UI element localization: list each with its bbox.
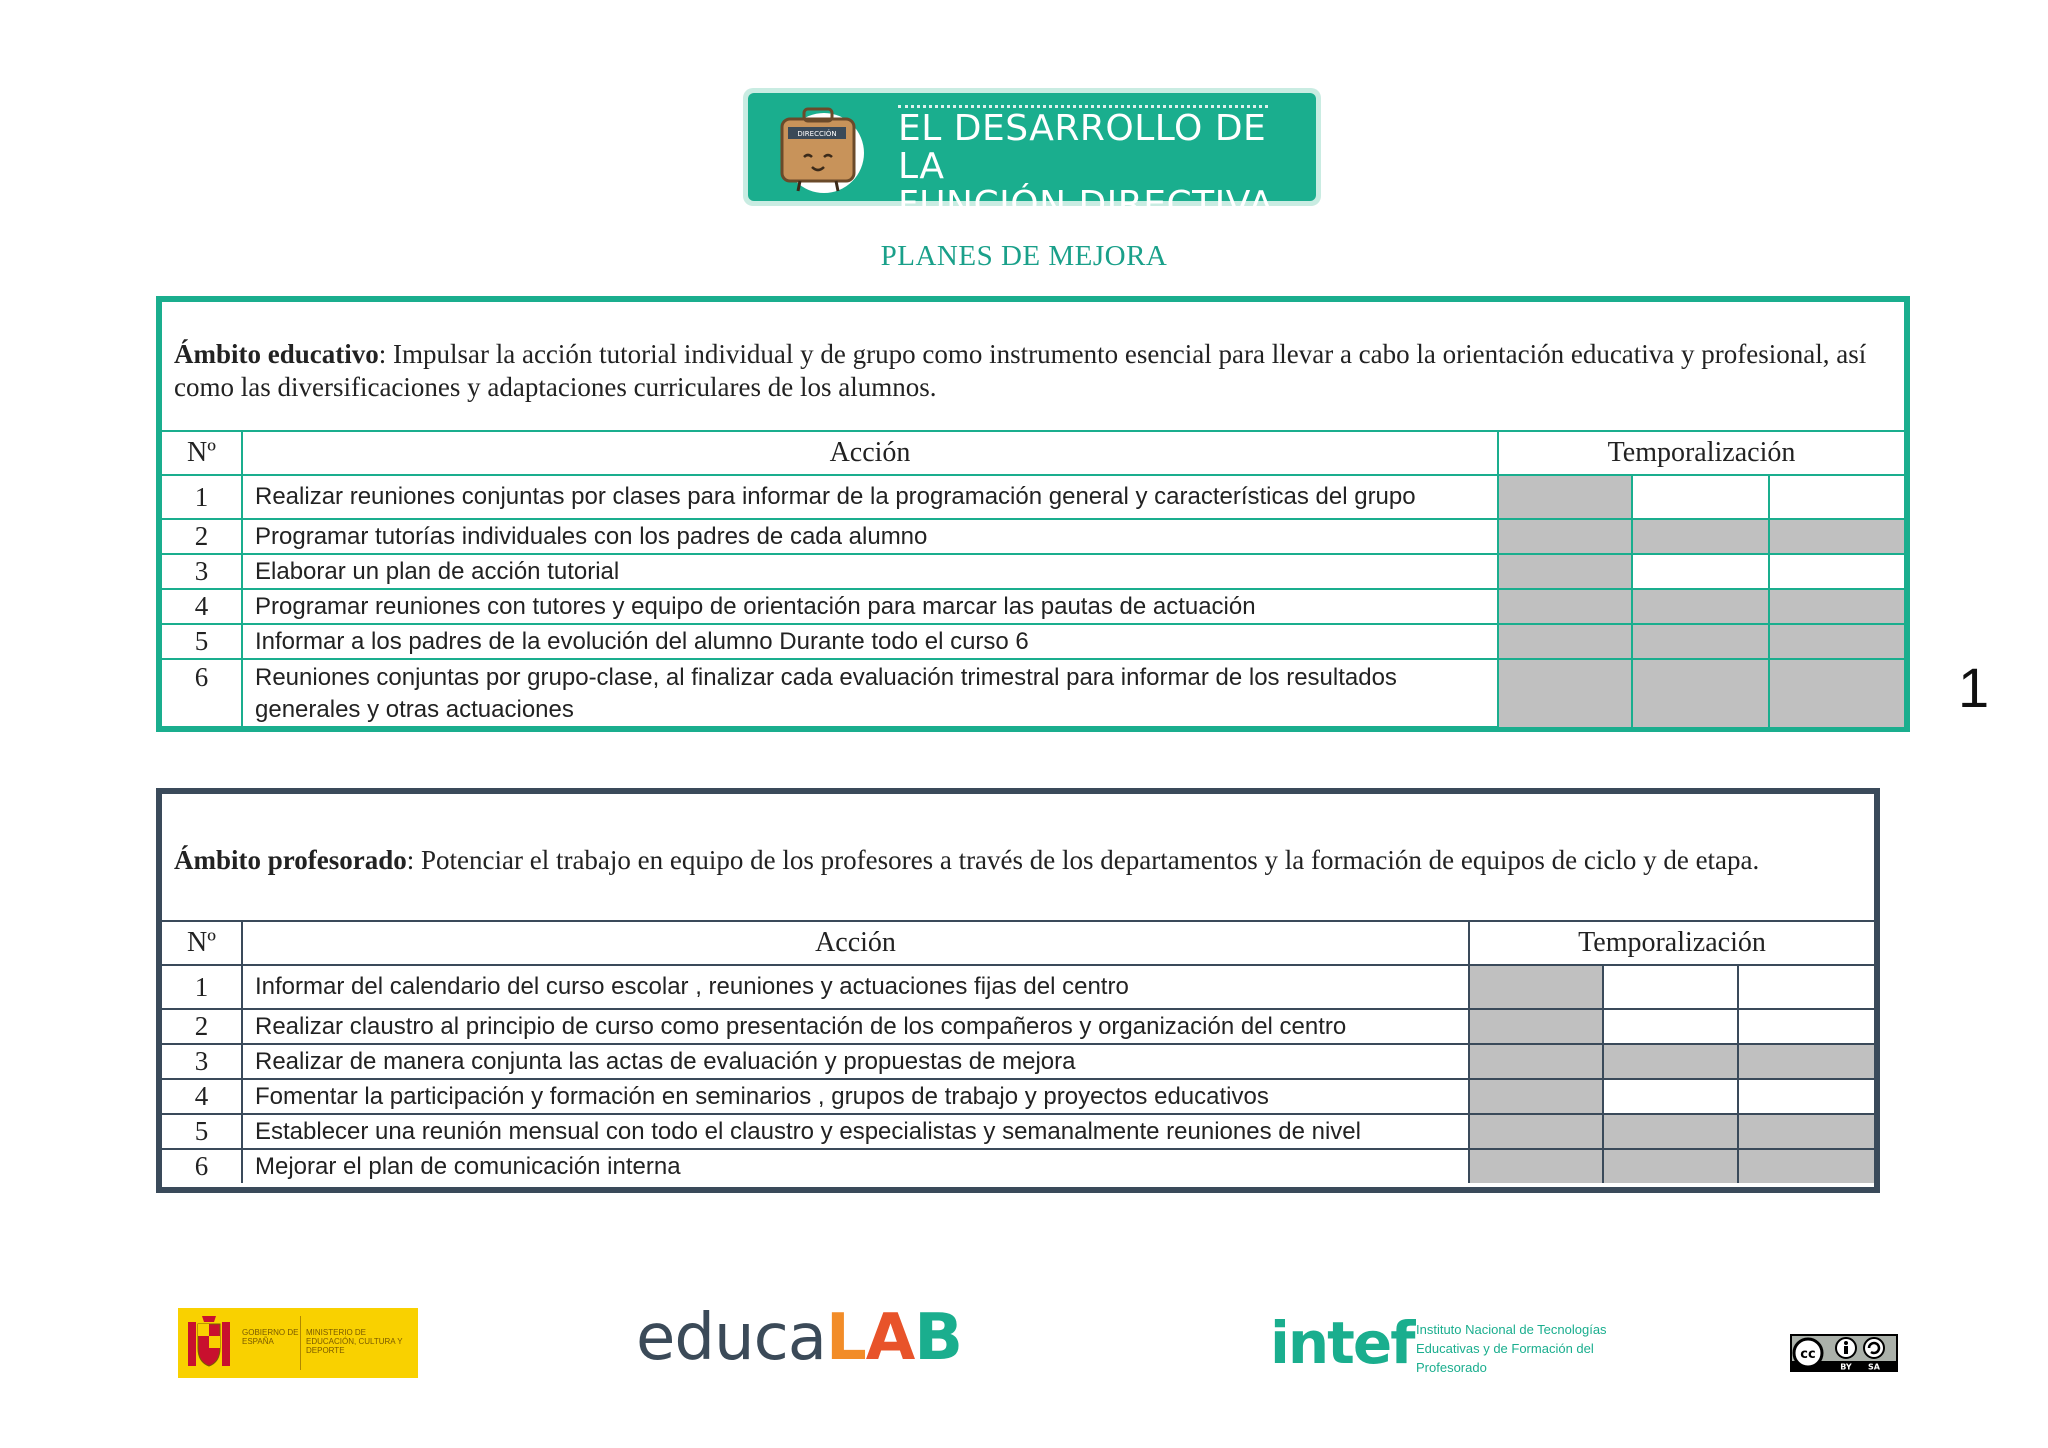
time-cell-filled (1603, 1044, 1738, 1079)
time-cell-filled (1469, 1114, 1603, 1149)
briefcase-icon (766, 97, 876, 197)
row-number: 5 (162, 1114, 242, 1149)
time-cell-filled (1469, 1149, 1603, 1183)
time-cell-empty (1738, 1079, 1874, 1114)
time-cell-empty (1603, 1079, 1738, 1114)
gobierno-separator (300, 1316, 301, 1370)
section-ambito-profesorado (156, 788, 1880, 1193)
time-cell-filled (1469, 1009, 1603, 1044)
time-cell-filled (1769, 624, 1904, 659)
time-cell-empty (1603, 1009, 1738, 1044)
lab-letter-b: B (914, 1301, 963, 1375)
educalab-logo (636, 1298, 962, 1378)
banner-title (898, 105, 1298, 231)
row-number: 5 (162, 624, 242, 659)
header-num: Nº (162, 921, 242, 965)
row-number: 2 (162, 519, 242, 554)
time-cell-filled (1738, 1044, 1874, 1079)
row-number: 4 (162, 589, 242, 624)
time-cell-filled (1498, 624, 1632, 659)
time-cell-empty (1769, 554, 1904, 589)
table-row (162, 1114, 1874, 1149)
banner-dots-bottom (898, 228, 1268, 231)
table-row (162, 965, 1874, 1009)
banner-line-2: FUNCIÓN DIRECTIVA (898, 184, 1274, 225)
row-number: 1 (162, 475, 242, 519)
row-action: Mejorar el plan de comunicación interna (242, 1149, 1469, 1183)
section-description: : Impulsar la acción tutorial individual y de grupo como instrumento esencial para llevar a cabo la orientación educativa y profesional, así como las diversificaciones y adaptaciones curriculares de los alumnos. (174, 339, 1867, 402)
table-row (162, 1149, 1874, 1183)
time-cell-filled (1632, 589, 1769, 624)
section-intro (162, 302, 1904, 430)
time-cell-empty (1738, 1009, 1874, 1044)
row-action: Programar reuniones con tutores y equipo de orientación para marcar las pautas de actuación (242, 589, 1498, 624)
table-row (162, 589, 1904, 624)
row-action: Fomentar la participación y formación en seminarios , grupos de trabajo y proyectos educativos (242, 1079, 1469, 1114)
row-action: Programar tutorías individuales con los padres de cada alumno (242, 519, 1498, 554)
banner-dots-top (898, 105, 1268, 108)
time-cell-filled (1632, 624, 1769, 659)
header-num: Nº (162, 431, 242, 475)
table-row (162, 1009, 1874, 1044)
row-action: Establecer una reunión mensual con todo el claustro y especialistas y semanalmente reuniones de nivel (242, 1114, 1469, 1149)
ministerio-text: MINISTERIO DE EDUCACIÓN, CULTURA Y DEPORTE (306, 1328, 403, 1355)
section-label: Ámbito profesorado (174, 845, 407, 875)
time-cell-filled (1498, 589, 1632, 624)
actions-table (162, 430, 1904, 727)
coat-of-arms-icon (186, 1314, 232, 1372)
banner-inner (748, 93, 1316, 225)
creative-commons-icon (1790, 1334, 1898, 1372)
time-cell-filled (1498, 519, 1632, 554)
section-intro (162, 794, 1874, 920)
page-number: 1 (1958, 656, 1990, 719)
gobierno-logo (178, 1308, 418, 1378)
table-row (162, 1044, 1874, 1079)
table-header-row (162, 431, 1904, 475)
gobierno-text: GOBIERNO DE ESPAÑA (242, 1328, 299, 1346)
row-number: 3 (162, 554, 242, 589)
row-action: Realizar reuniones conjuntas por clases para informar de la programación general y características del grupo (242, 475, 1498, 519)
row-number: 1 (162, 965, 242, 1009)
table-row (162, 519, 1904, 554)
table-row (162, 624, 1904, 659)
row-number: 6 (162, 659, 242, 727)
header-action: Acción (242, 431, 1498, 475)
section-ambito-educativo (156, 296, 1910, 732)
time-cell-filled (1738, 1114, 1874, 1149)
time-cell-filled (1769, 519, 1904, 554)
time-cell-filled (1498, 659, 1632, 727)
lab-letter-a: A (865, 1301, 915, 1375)
svg-text:cc: cc (1800, 1347, 1816, 1362)
row-number: 4 (162, 1079, 242, 1114)
time-cell-filled (1469, 1079, 1603, 1114)
table-row (162, 475, 1904, 519)
time-cell-filled (1469, 965, 1603, 1009)
time-cell-filled (1769, 659, 1904, 727)
time-cell-filled (1469, 1044, 1603, 1079)
header-banner (743, 88, 1321, 225)
time-cell-empty (1632, 554, 1769, 589)
time-cell-filled (1498, 475, 1632, 519)
table-row (162, 554, 1904, 589)
row-number: 2 (162, 1009, 242, 1044)
row-number: 3 (162, 1044, 242, 1079)
intef-description: Instituto Nacional de Tecnologías Educativas y de Formación del Profesorado (1416, 1322, 1607, 1375)
row-action: Realizar claustro al principio de curso como presentación de los compañeros y organización del centro (242, 1009, 1469, 1044)
time-cell-filled (1603, 1114, 1738, 1149)
intef-word: intef (1270, 1309, 1414, 1377)
row-action: Informar a los padres de la evolución del alumno Durante todo el curso 6 (242, 624, 1498, 659)
time-cell-filled (1632, 519, 1769, 554)
time-cell-empty (1769, 475, 1904, 519)
time-cell-filled (1769, 589, 1904, 624)
time-cell-filled (1632, 659, 1769, 727)
row-action: Informar del calendario del curso escolar , reuniones y actuaciones fijas del centro (242, 965, 1469, 1009)
row-action: Reuniones conjuntas por grupo-clase, al finalizar cada evaluación trimestral para informar de los resultados generales y otras actuaciones (242, 659, 1498, 727)
banner-line-1: EL DESARROLLO DE LA (898, 108, 1267, 187)
lab-letter-l: L (825, 1301, 866, 1375)
header-action: Acción (242, 921, 1469, 965)
time-cell-filled (1498, 554, 1632, 589)
header-temporalizacion: Temporalización (1498, 431, 1904, 475)
section-description: : Potenciar el trabajo en equipo de los profesores a través de los departamentos y la formación de equipos de ciclo y de etapa. (406, 845, 1760, 875)
table-row (162, 1079, 1874, 1114)
header-temporalizacion: Temporalización (1469, 921, 1874, 965)
cc-sa-label: SA (1868, 1362, 1880, 1372)
educa-word: educa (636, 1301, 826, 1375)
time-cell-empty (1603, 965, 1738, 1009)
briefcase-label: DIRECCIÓN (797, 130, 837, 138)
page-subtitle: PLANES DE MEJORA (880, 240, 1168, 272)
table-header-row (162, 921, 1874, 965)
section-label: Ámbito educativo (174, 339, 379, 369)
row-action: Elaborar un plan de acción tutorial (242, 554, 1498, 589)
time-cell-filled (1738, 1149, 1874, 1183)
table-row (162, 659, 1904, 727)
row-number: 6 (162, 1149, 242, 1183)
time-cell-empty (1632, 475, 1769, 519)
row-action: Realizar de manera conjunta las actas de evaluación y propuestas de mejora (242, 1044, 1469, 1079)
time-cell-empty (1738, 965, 1874, 1009)
time-cell-filled (1603, 1149, 1738, 1183)
cc-by-label: BY (1840, 1362, 1852, 1372)
actions-table (162, 920, 1874, 1183)
